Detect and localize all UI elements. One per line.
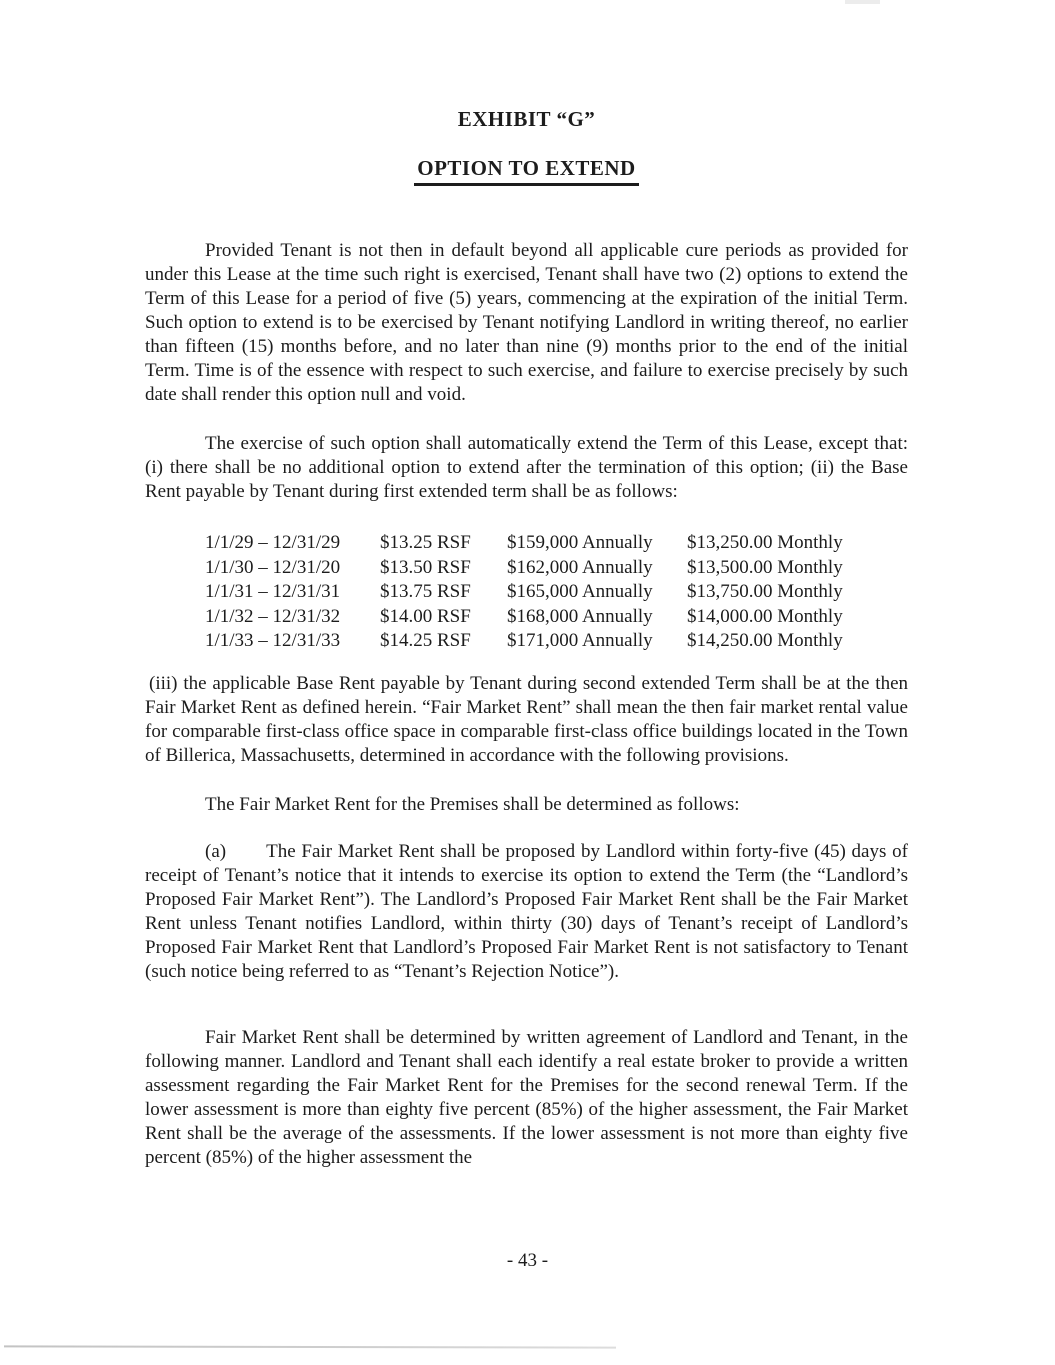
rent-rate-cell: $13.25 RSF [380, 532, 471, 553]
item-a-text: The Fair Market Rent shall be proposed by Landlord within forty-five (45) days of receipt of Tenant’s notice that it intends to exercise its option to extend the Term (the “Landlord’s Proposed Fair Market Rent”). The Landlord’s Proposed Fair Market Rent shall be the Fair Market Rent unless Tenant notifies Landlord, within thirty (30) days of Tenant’s receipt of Landlord’s Proposed Fair Market Rent that Landlord’s Proposed Fair Market Rent is not satisfactory to Tenant (such notice being referred to as “Tenant’s Rejection Notice”). [145, 840, 908, 982]
scan-artifact-bottom-line [4, 1345, 616, 1348]
rent-period-cell: 1/1/31 – 12/31/31 [205, 581, 341, 602]
exhibit-heading: EXHIBIT “G” [457, 107, 596, 131]
rent-monthly-cell: $13,500.00 Monthly [687, 556, 843, 578]
paragraph-broker-assessment: Fair Market Rent shall be determined by written agreement of Landlord and Tenant, in the following manner. Landlord and Tenant shall each identify a real estate broker to provide a written assessment regarding the Fair Market Rent for the Premises for the second renewal Term. If the lower assessment is more than eighty five percent (85%) of the higher assessment, the Fair Market Rent shall be the average of the assessments. If the lower assessment is not more than eighty five percent (85%) of the higher assessment the [145, 1026, 908, 1168]
paragraph-exercise-effect: The exercise of such option shall automatically extend the Term of this Lease, except that: (i) there shall be no additional option to extend after the termination of this option; (ii) the Base Rent payable by Tenant during first extended term shall be as follows: [145, 433, 908, 502]
document-title-wrap [145, 156, 908, 186]
table-row [205, 580, 908, 605]
rent-period-cell: 1/1/33 – 12/31/33 [205, 630, 341, 651]
rent-annual-cell: $162,000 Annually [507, 556, 653, 578]
document-title: OPTION TO EXTEND [414, 156, 638, 186]
rent-annual-cell: $171,000 Annually [507, 630, 653, 651]
paragraph-item-a [145, 840, 908, 984]
base-rent-schedule-table [205, 531, 908, 654]
table-row [205, 531, 908, 556]
rent-monthly-cell: $13,250.00 Monthly [687, 532, 843, 553]
table-row [205, 605, 908, 630]
rent-rate-cell: $14.25 RSF [380, 630, 471, 651]
rent-monthly-cell: $14,000.00 Monthly [687, 605, 843, 627]
item-a-label: (a) [205, 840, 227, 862]
rent-annual-cell: $168,000 Annually [507, 605, 653, 627]
rent-monthly-cell: $14,250.00 Monthly [687, 630, 843, 651]
page-number: - 43 - [506, 1250, 549, 1271]
document-body [145, 0, 908, 1170]
rent-annual-cell: $159,000 Annually [507, 532, 653, 553]
rent-period-cell: 1/1/29 – 12/31/29 [205, 532, 341, 553]
paragraph-fmr-determination-intro: The Fair Market Rent for the Premises shall be determined as follows: [205, 793, 740, 815]
rent-period-cell: 1/1/32 – 12/31/32 [205, 605, 341, 627]
rent-monthly-cell: $13,750.00 Monthly [687, 581, 843, 602]
table-row [205, 629, 908, 654]
rent-period-cell: 1/1/30 – 12/31/20 [205, 556, 341, 578]
rent-rate-cell: $13.75 RSF [380, 581, 471, 602]
rent-annual-cell: $165,000 Annually [507, 581, 653, 602]
rent-rate-cell: $14.00 RSF [380, 605, 471, 627]
table-row [205, 556, 908, 581]
paragraph-option-grant: Provided Tenant is not then in default beyond all applicable cure periods as provided for under this Lease at the time such right is exercised, Tenant shall have two (2) options to extend the Term of this Lease for a period of five (5) years, commencing at the expiration of the initial Term. Such option to extend is to be exercised by Tenant notifying Landlord in writing thereof, no earlier than fifteen (15) months before, and no later than nine (9) months prior to the end of the initial Term. Time is of the essence with respect to such exercise, and failure to exercise precisely by such date shall render this option null and void. [145, 240, 908, 405]
paragraph-fair-market-rent-definition: (iii) the applicable Base Rent payable by Tenant during second extended Term shall be at the then Fair Market Rent as defined herein. “Fair Market Rent” shall mean the then fair market rental value for comparable first-class office space in comparable first-class office buildings located in the Town of Billerica, Massachusetts, determined in accordance with the following provisions. [145, 672, 908, 766]
rent-rate-cell: $13.50 RSF [380, 556, 471, 578]
